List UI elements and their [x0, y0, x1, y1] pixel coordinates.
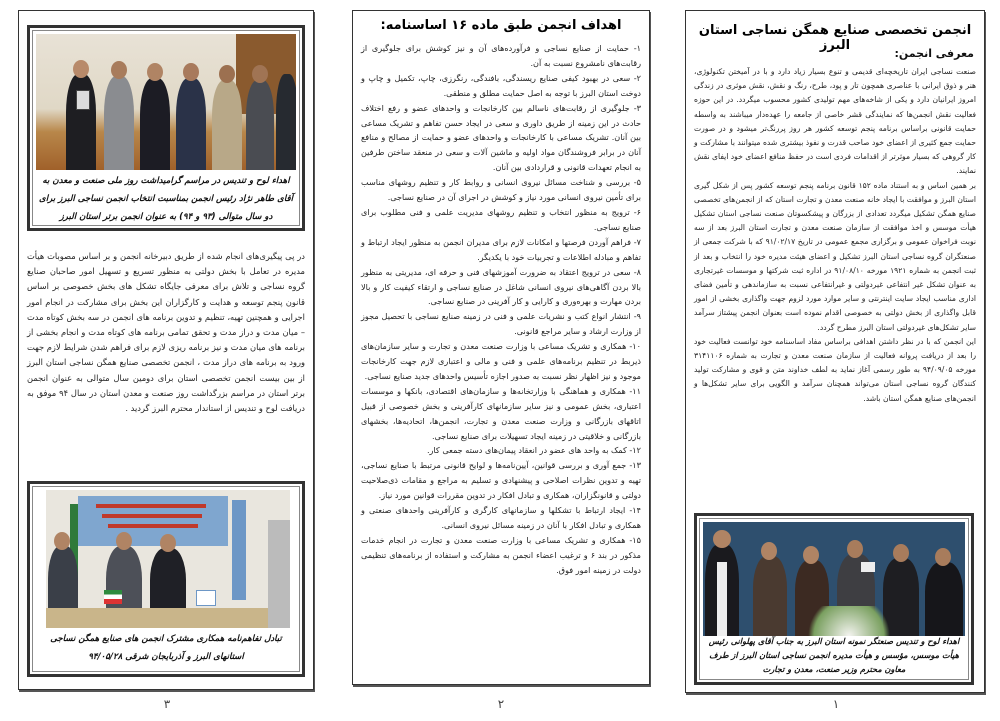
photo-frame-honor	[694, 513, 974, 685]
objective-item: ۱۳- جمع آوری و بررسی قوانین، آیین‌نامه‌ها و لوایح قانونی مرتبط با صنایع نساجی، تهیه و تدوین نظرات اصلاحی و پیشنهادی و تسلیم به مراجع و مقامات ذی‌صلاحیت دولتی و قانونگزاران، همکاری و تبادل افکار در تدوین مقررات قوانین مورد نیاز.	[361, 460, 641, 501]
objective-item: ۱۱- همکاری و هماهنگی با وزارتخانه‌ها و سازمان‌های اقتصادی، بانکها و موسسات اعتباری، بخش عمومی و نیز سایر سازمانهای کارآفرینی و بخش خصوصی از قبیل اتاقهای بازرگانی و وزارت صنعت معدن و تجارت، انجمن‌ها، اتحادیه‌ها، بخشهای بازرگانی و خلاقیتی در زمینه ایجاد تسهیلات برای صنایع نساجی.	[361, 385, 641, 441]
objective-item: ۱۲- کمک به واحد های عضو در انعقاد پیمان‌های دسته جمعی کار.	[426, 445, 641, 456]
photo-frame-award	[27, 25, 305, 231]
objective-item: ۳- جلوگیری از رقابت‌های ناسالم بین کارخانجات و واحدهای عضو و رفع اختلاف حادث در این زمینه از طریق داوری و سعی در ایجاد حسن تفاهم و تشریک مساعی بین آنان. تشریک مساعی با کارخانجات و واحدهای عضو و حمایت از مصالح و منافع آنان در برابر فروشندگان مواد اولیه و ماشین آلات و سعی در منعقد ساختن طرفین به انجام تعهدات قانونی و قراردادی بین آنان.	[361, 102, 641, 173]
objective-item: ۱- حمایت از صنایع نساجی و فرآورده‌های آن و نیز کوشش برای جلوگیری از رقابت‌های نامشروع نسبت به آن.	[361, 43, 641, 68]
honor-ceremony-photo	[703, 522, 965, 636]
objective-item: ۱۴- ایجاد ارتباط با تشکلها و سازمانهای کارگری و کارآفرینی واحدهای صنعتی و همکاری و تبادل افکار با آنان در زمینه مسائل نیروی انسانی.	[361, 505, 641, 530]
objective-item: ۱۰- همکاری و تشریک مساعی با وزارت صنعت معدن و تجارت و سایر سازمان‌های ذیربط در تنظیم برنامه‌های علمی و فنی و مالی و اعتباری لازم جهت کارخانجات موجود و نیز اظهار نظر نسبت به صدور اجازه تأسیس واحدهای جدید صنایع نساجی.	[361, 341, 641, 381]
page-1	[685, 10, 985, 693]
page-3	[18, 10, 314, 690]
objective-item: ۶- ترویج به منظور انتخاب و تنظیم روشهای مدیریت علمی و فنی مطلوب برای صنایع نساجی.	[361, 206, 641, 232]
intro-text	[694, 65, 976, 406]
objective-item: ۱۵- همکاری و تشریک مساعی با وزارت صنعت معدن و تجارت در انجام خدمات مذکور در بند ۶ و ترغیب اعضاء انجمن به مشارکت و استفاده از برنامه‌های تنظیمی دولت در زمینه امور فوق.	[361, 534, 642, 575]
objective-item: ۹- انتشار انواع کتب و نشریات علمی و فنی در زمینه صنایع نساجی با تحصیل مجوز از وزارت ارشاد و سایر مراجع قانونی.	[361, 311, 641, 337]
objectives-list	[361, 41, 641, 578]
objective-item: ۵- بررسی و شناخت مسائل نیروی انسانی و روابط کار و تنظیم روشهای مناسب برای تأمین نیروی انسانی مورد نیاز و کوشش در اجرای آن در صنایع نساجی.	[361, 177, 641, 203]
intro-paragraph: صنعت نساجی ایران تاریخچه‌ای قدیمی و تنوع بسیار زیاد دارد و با در آمیختن تکنولوژی، هنر و ذوق ایرانی با عناصری همچون تار و پود، طرح، رنگ و نقش، نقش موثری در زندگی امروز ایرانیان دارد و یکی از شاخه‌های مهم تولیدی کشور محسوب میگردد. در این حوزه فعالیت نقش انجمن‌ها که نمایندگی قشر خاصی از جامعه را عهده‌دار میباشند به واسطه حمایت قانونی براساس برنامه پنجم توسعه کشور هر روز پررنگ‌تر میشود و در صورت حمایت جمع کثیری از اعضای خود صاحب قدرت و نفوذ بیشتری شده میتوانند با مشارکت و کار گروهی که بسیار موثرتر از اقدامات فردی است در حفظ منافع اعضای خود ایفای نقش نمایند.	[694, 67, 976, 176]
body-paragraph: در پی پیگیری‌های انجام شده از طریق دبیرخانه انجمن و بر اساس مصوبات هیأت مدیره در تعامل با بخش دولتی به منظور تسریع و تسهیل امور صاحبان صنایع گروه نساجی و تلاش برای معرفی جایگاه تشکل های بخش خصوصی بر اساس قانون پنجم توسعه و هدایت و کارگزاران این بخش برای مشارکت در انجام امور اجرایی و همچنین تهیه، تنظیم و تدوین برنامه های انجمن در سه بخش کوتاه مدت – میان مدت و دراز مدت و تحقق تمامی برنامه های کوتاه مدت و انجام بخشی از برنامه های میان مدت و نیز برنامه ریزی لازم برای فراهم شدن شرایط لازم جهت ورود به برنامه های دراز مدت ، انجمن تخصصی صنایع همگن نساجی استان البرز از بین بیست انجمن تخصصی استان برای دومین سال متوالی به عنوان انجمن برتر استان در مراسم بزرگداشت روز صنعت و معدن استان در سال ۹۴ موفق به دریافت لوح و تندیس از استاندار محترم البرز گردید .	[27, 251, 305, 414]
objective-item: ۷- فراهم آوردن فرصتها و امکانات لازم برای مدیران انجمن به منظور ایجاد ارتباط و تفاهم و مبادله اطلاعات و تجربیات خود با یکدیگر.	[361, 236, 641, 262]
page-number-2: ۲	[497, 697, 505, 711]
agreement-signing-photo	[46, 490, 290, 628]
photo-frame-agreement	[27, 481, 305, 677]
page-2	[352, 10, 650, 685]
intro-paragraph: این انجمن که با در نظر داشتن اهدافی براساس مفاد اساسنامه خود توانست فعالیت خود را بعد از دریافت پروانه فعالیت از سازمان صنعت معدن و تجارت به شماره ۳۱۴۱۱۰۶ مورخه ۹۴/۰۹/۰۵ به طور رسمی آغاز نماید به لطف خداوند متن و قوی و مشارکت تولید کنندگان گروه نساجی استان می‌تواند همچنان سرآمد و الگویی برای سایر تشکل‌ها و انجمن‌های صنایع همگن استان باشد.	[694, 336, 976, 403]
photo-caption-agreement: تبادل تفاهم‌نامه همکاری مشترک انجمن های صنایع همگن نساجی استانهای البرز و آذربایجان شرقی ۹۴/۰۵/۲۸	[50, 634, 282, 662]
objective-item: ۸- سعی در ترویج اعتقاد به ضرورت آموزشهای فنی و حرفه ای، مدیریتی به منظور بالا بردن آگاهی‌های نیروی انسانی شاغل در صنایع نساجی و ارتقاء کیفیت کار و بالا بردن مهارت و بهره‌وری و کارایی و کار آفرینی در صنایع نساجی.	[361, 266, 641, 307]
photo-caption-award: اهداء لوح و تندیس در مراسم گرامیداشت روز ملی صنعت و معدن به آقای طاهر نژاد رئیس انجمن بمناسبت انتخاب انجمن نساجی البرز برای دو سال متوالی (۹۳ و ۹۴) به عنوان انجمن برتر استان البرز	[39, 176, 293, 222]
objective-item: ۲- سعی در بهبود کیفی صنایع ریسندگی، بافندگی، رنگرزی، چاپ، تکمیل و چاپ و دوخت استان البرز با توجه به اصل حمایت مطلق و منطقی.	[361, 72, 641, 98]
intro-paragraph: بر همین اساس و به استناد ماده ۱۵۲ قانون برنامه پنجم توسعه کشور پس از شکل گیری استان البرز و موافقت با ایجاد خانه صنعت معدن و تجارت استان که از انجمن‌های تخصصی صنایع همگن تشکیل میگردد تعدادی از بزرگان و پیشکسوتان صنعت نساجی استان تشکیل هیأت موسس و اخذ موافقت از سازمان صنعت معدن و تجارت استان البرز بعد از سه نوبت فراخوان عمومی و برگزاری مجمع عمومی در تاریخ ۹۱/۰۲/۱۷ که با شرکت جمعی از صنعتگران گروه نساجی استان البرز تشکیل و اعضای هیئت مدیره خود را انتخاب و بعد از ثبت انجمن به شماره ۱۹۲۱ مورخه ۹۱/۰۸/۱۰ در اداره ثبت شرکتها و موسسات غیرتجاری به عنوان تشکل غیر انتفاعی غیردولتی و غیرانتفاعی نسبت به سازماندهی و تأمین فضای اداری مناسب ایجاد سایت اینترنتی و سایر موارد مورد لزوم جهت واگذاری بخشی از امور قابل واگذاری از بخش دولتی به خصوصی اقدام نموده است بعنوان انجمن پیشتاز سرآمد سایر تشکل‌های غیردولتی استان البرز مطرح گردد.	[694, 180, 976, 332]
page-2-title: اهداف انجمن طبق ماده ۱۶ اساسنامه:	[380, 18, 622, 33]
page-1-subtitle: معرفی انجمن:	[894, 47, 974, 60]
award-ceremony-photo	[36, 34, 296, 170]
page-1-title: انجمن تخصصی صنایع همگن نساجی استان البرز	[698, 23, 972, 53]
page-number-1: ۱	[832, 697, 840, 711]
photo-caption-honor: اهداء لوح و تندیس صنعتگر نمونه استان البرز به جناب آقای پهلوانی رئیس هیأت موسس، مؤسس و هیأت مدیره انجمن نساجی استان البرز از طرف معاون محترم وزیر صنعت، معدن و تجارت	[708, 636, 960, 674]
page-number-3: ۳	[163, 697, 171, 711]
